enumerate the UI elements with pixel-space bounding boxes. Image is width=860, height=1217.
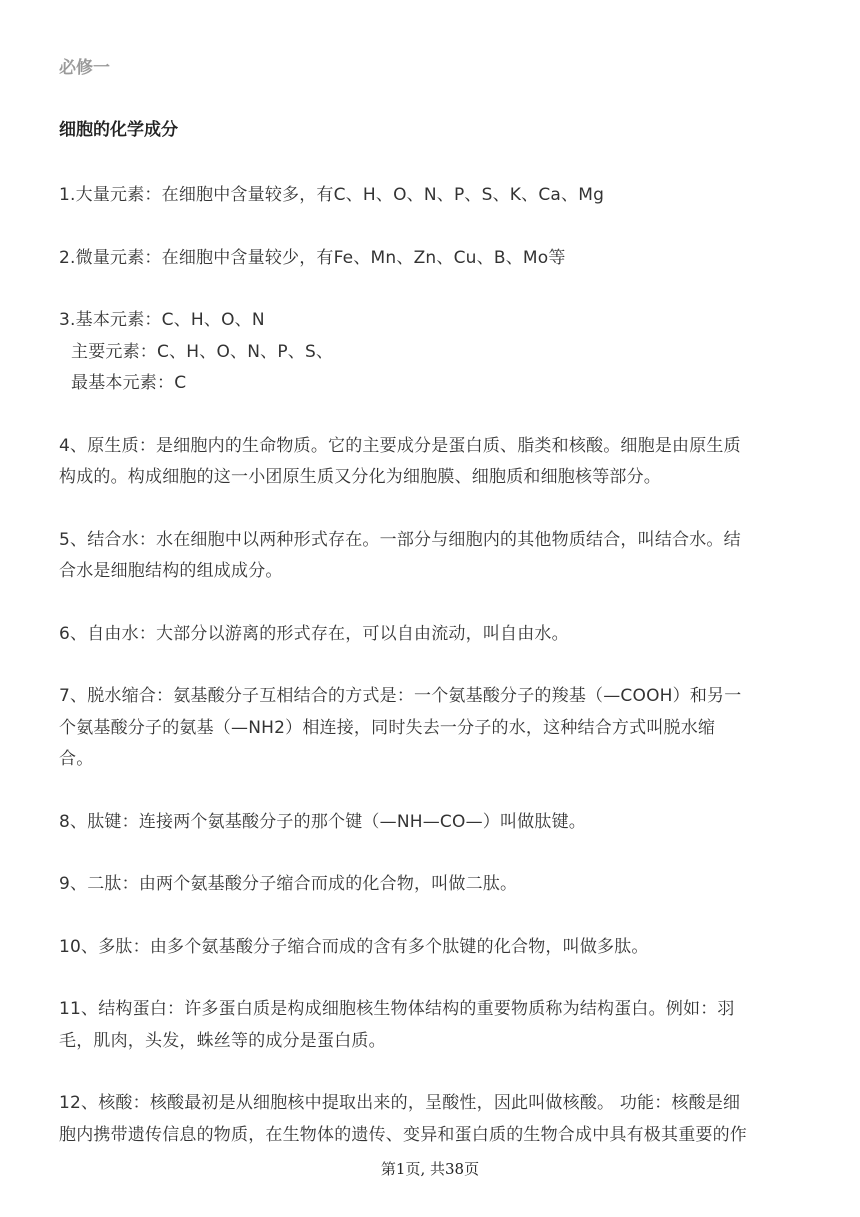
entry-line: 5、结合水：水在细胞中以两种形式存在。一部分与细胞内的其他物质结合，叫结合水。结 [59, 529, 741, 550]
entry-line: 最基本元素：C [71, 373, 187, 393]
entry-line: 合水是细胞结构的组成成分。 [59, 561, 283, 581]
entry-line: 构成的。构成细胞的这一小团原生质又分化为细胞膜、细胞质和细胞核等部分。 [59, 467, 661, 487]
entry-4 [59, 431, 805, 494]
entry-11 [59, 994, 805, 1057]
entry-7 [59, 681, 805, 776]
entry-line: 9、二肽：由两个氨基酸分子缩合而成的化合物，叫做二肽。 [59, 874, 518, 894]
entry-8 [59, 807, 805, 839]
page-content [59, 56, 805, 1182]
section-title: 细胞的化学成分 [59, 120, 178, 140]
entry-10 [59, 932, 805, 964]
entry-line: 合。 [59, 749, 94, 769]
entry-line: 11、结构蛋白：许多蛋白质是构成细胞核生物体结构的重要物质称为结构蛋白。例如：羽 [59, 999, 735, 1019]
entry-6 [59, 619, 805, 651]
entry-line: 7、脱水缩合：氨基酸分子互相结合的方式是：一个氨基酸分子的羧基（—COOH）和另一 [59, 686, 742, 706]
entry-line: 10、多肽：由多个氨基酸分子缩合而成的含有多个肽键的化合物，叫做多肽。 [59, 936, 649, 957]
entry-line: 毛，肌肉，头发，蛛丝等的成分是蛋白质。 [59, 1030, 386, 1051]
book-title: 必修一 [59, 58, 110, 78]
page-footer: 第1页, 共38页 [380, 1160, 480, 1178]
entry-line: 2.微量元素：在细胞中含量较少，有Fe、Mn、Zn、Cu、B、Mo等 [59, 247, 566, 268]
entry-line: 3.基本元素：C、H、O、N [59, 310, 265, 330]
entry-2 [59, 243, 805, 275]
entry-3 [59, 305, 805, 400]
entry-line: 胞内携带遗传信息的物质，在生物体的遗传、变异和蛋白质的生物合成中具有极其重要的作 [59, 1124, 747, 1145]
entry-line: 1.大量元素：在细胞中含量较多，有C、H、O、N、P、S、K、Ca、Mg [59, 185, 605, 205]
entry-line: 12、核酸：核酸最初是从细胞核中提取出来的，呈酸性，因此叫做核酸。 功能：核酸是细 [59, 1093, 741, 1113]
entry-line: 8、肽键：连接两个氨基酸分子的那个键（—NH—CO—）叫做肽键。 [59, 811, 586, 832]
entry-12 [59, 1088, 805, 1151]
entry-line: 主要元素：C、H、O、N、P、S、 [71, 341, 334, 362]
entry-line: 个氨基酸分子的氨基（—NH2）相连接，同时失去一分子的水，这种结合方式叫脱水缩 [59, 717, 716, 738]
entry-5 [59, 525, 805, 588]
entry-line: 6、自由水：大部分以游离的形式存在，可以自由流动，叫自由水。 [59, 623, 569, 644]
entry-9 [59, 869, 805, 901]
entry-line: 4、原生质：是细胞内的生命物质。它的主要成分是蛋白质、脂类和核酸。细胞是由原生质 [59, 435, 741, 456]
entry-1 [59, 180, 805, 212]
